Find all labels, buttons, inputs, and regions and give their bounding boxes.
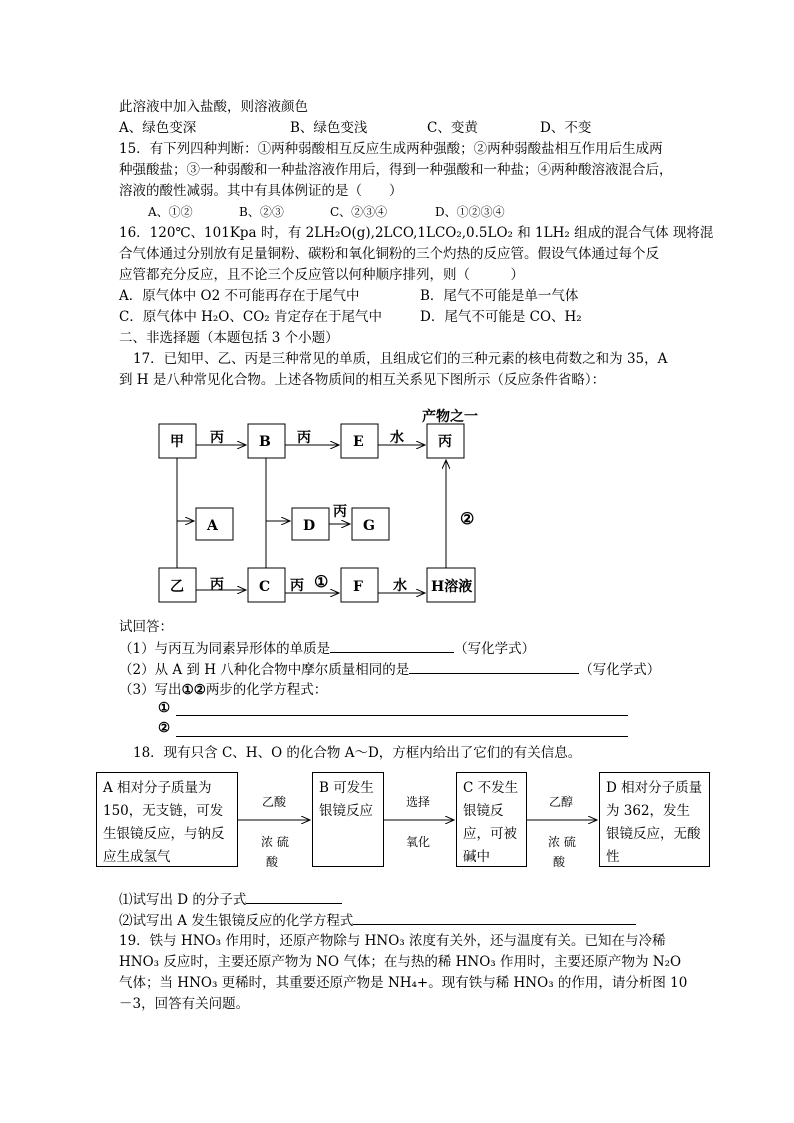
q17-sub1-hint: （写化学式） <box>454 641 536 657</box>
q18-line: 18．现有只含 C、H、O 的化合物 A～D，方框内给出了它们的有关信息。 <box>133 745 582 761</box>
q19-line: HNO₃ 反应时，主要还原产物为 NO 气体；在与热的稀 HNO₃ 作用时，主要还原产物为 N₂O <box>119 954 682 970</box>
q17-eq2-label: ② <box>158 720 171 736</box>
answer-blank[interactable] <box>246 889 342 904</box>
arrow2-top: 选择 <box>406 795 431 809</box>
section-title: 二、非选择题（本题包括 3 个小题） <box>119 330 339 346</box>
q17-eq1-label: ① <box>158 700 171 716</box>
edge-label: 丙 <box>210 430 224 446</box>
q18-sub1 <box>119 889 342 910</box>
node-yi: 乙 <box>170 579 184 595</box>
top-note: 产物之一 <box>422 409 478 425</box>
info-box-c: C 不发生银镜反应，可被碱中 <box>456 772 527 867</box>
q16-option-d: D．尾气不可能是 CO、H₂ <box>420 309 582 325</box>
q17-sub1-text: （1）与丙互为同素异形体的单质是 <box>119 641 331 657</box>
node-e: E <box>353 434 364 450</box>
q14-option-a: A、绿色变深 <box>119 120 197 136</box>
q15-line: 种强酸盐；③一种弱酸和一种盐溶液作用后，得到一种强酸和一种盐；④两种酸溶液混合后， <box>119 162 673 178</box>
edge-label: 水 <box>390 430 404 446</box>
step-mark-1: ① <box>314 572 329 591</box>
q18-sub1-text: ⑴试写出 D 的分子式 <box>119 892 247 908</box>
q19-line: 19．铁与 HNO₃ 作用时，还原产物除与 HNO₃ 浓度有关外，还与温度有关。已知在与冷稀 <box>119 933 666 949</box>
q19-line: 气体；当 HNO₃ 更稀时，其重要还原产物是 NH₄+。现有铁与稀 HNO₃ 的作用，请分析图 10 <box>119 975 688 991</box>
arrow1-top: 乙酸 <box>262 795 287 809</box>
q15-option-c: C、②③④ <box>330 205 388 219</box>
info-box-a: A 相对分子质量为 150，无支链，可发生银镜反应，与钠反应生成氢气 <box>96 772 238 867</box>
node-b: B <box>259 434 271 450</box>
q15-option-b: B、②③ <box>239 205 284 219</box>
answer-prompt: 试回答： <box>119 619 173 635</box>
q17-sub3-marks: ①② <box>181 682 206 698</box>
info-box-d: D 相对分子质量为 362，发生银镜反应，无酸性 <box>599 772 710 867</box>
q17-sub2-hint: （写化学式） <box>579 662 661 678</box>
node-h: H溶液 <box>431 579 473 595</box>
q15-line: 溶液的酸性减弱。其中有具体例证的是（ ） <box>119 183 403 199</box>
edge-label: 丙 <box>297 430 311 446</box>
q15-option-d: D、①②③④ <box>435 205 505 219</box>
arrow2-bottom: 氧化 <box>406 835 431 849</box>
q17-line: 17．已知甲、乙、丙是三种常见的单质，且组成它们的三种元素的核电荷数之和为 35，A <box>133 351 668 367</box>
node-d: D <box>303 518 316 534</box>
node-c: C <box>259 579 271 595</box>
q19-line: －3，回答有关问题。 <box>119 996 250 1012</box>
edge-label: 丙 <box>333 504 347 520</box>
info-box-b: B 可发生银镜反应 <box>312 772 384 867</box>
q17-sub2-text: （2）从 A 到 H 八种化合物中摩尔质量相同的是 <box>119 662 410 678</box>
q16-option-b: B．尾气不可能是单一气体 <box>420 288 579 304</box>
q17-line: 到 H 是八种常见化合物。上述各物质间的相互关系见下图所示（反应条件省略）： <box>119 372 606 388</box>
edge-label: 丙 <box>290 578 304 594</box>
q14-option-b: B、绿色变浅 <box>290 120 368 136</box>
q17-sub3-pre: （3）写出 <box>119 682 182 698</box>
node-f: F <box>353 579 363 595</box>
q15-option-a: A、①② <box>148 205 193 219</box>
q15-line: 15．有下列四种判断：①两种弱酸相互反应生成两种强酸；②两种弱酸盐相互作用后生成两 <box>119 141 663 157</box>
arrow3-bottom2: 酸 <box>553 855 566 869</box>
edge-label: 丙 <box>210 577 224 593</box>
q14-option-d: D、不变 <box>540 120 592 136</box>
q14-option-c: C、变黄 <box>427 120 478 136</box>
edge-label: 水 <box>393 578 407 594</box>
intro-line: 此溶液中加入盐酸，则溶液颜色 <box>119 99 308 115</box>
q16-option-c: C．原气体中 H₂O、CO₂ 肯定存在于尾气中 <box>119 309 382 325</box>
arrow1-bottom: 浓 硫 <box>261 835 289 849</box>
node-a: A <box>207 518 218 534</box>
q17-sub3-post: 两步的化学方程式： <box>205 682 328 698</box>
node-jia: 甲 <box>170 434 184 450</box>
answer-blank[interactable] <box>353 910 636 925</box>
arrow3-bottom: 浓 硫 <box>548 835 576 849</box>
node-g: G <box>363 518 375 534</box>
arrow3-top: 乙醇 <box>549 795 574 809</box>
q16-line: 16．120℃、101Kpa 时，有 2LH₂O(g),2LCO,1LCO₂,0.5LO₂ 和 1LH₂ 组成的混合气体 现将混 <box>119 225 714 241</box>
q16-option-a: A．原气体中 O2 不可能再存在于尾气中 <box>119 288 360 304</box>
arrow1-bottom2: 酸 <box>266 855 279 869</box>
step-mark-2: ② <box>460 509 475 528</box>
q18-sub2 <box>119 910 636 931</box>
node-bing: 丙 <box>438 434 452 450</box>
q18-sub2-text: ⑵试写出 A 发生银镜反应的化学方程式 <box>119 913 354 929</box>
q16-line: 应管都充分反应，且不论三个反应管以何种顺序排列，则（ ） <box>119 267 524 283</box>
q16-line: 合气体通过分别放有足量铜粉、碳粉和氧化铜粉的三个灼热的反应管。假设气体通过每个反 <box>119 246 659 262</box>
